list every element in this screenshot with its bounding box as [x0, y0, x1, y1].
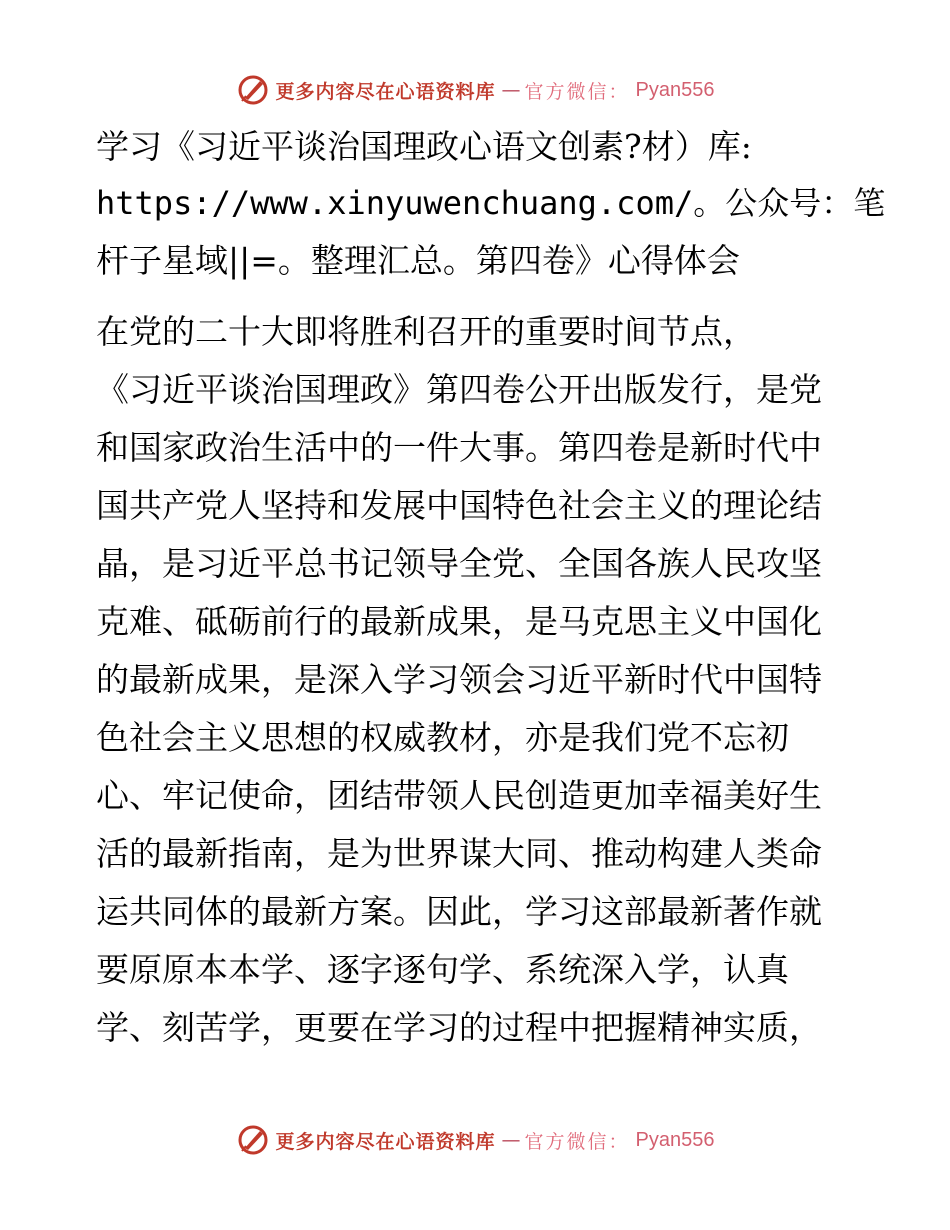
quill-logo-icon — [236, 1123, 270, 1157]
wechat-id: Pyan556 — [635, 1128, 715, 1151]
paragraph-line: 学、刻苦学，更要在学习的过程中把握精神实质， — [96, 1008, 822, 1047]
paragraph-line: 要原原本本学、逐字逐句学、系统深入学，认真 — [96, 950, 789, 989]
paragraph-line: 活的最新指南，是为世界谋大同、推动构建人类命 — [96, 834, 822, 873]
heading-line: https://www.xinyuwenchuang.com/。公众号：笔 — [96, 184, 886, 222]
paragraph-line: 克难、砥砺前行的最新成果，是马克思主义中国化 — [96, 602, 822, 641]
wechat-id: Pyan556 — [635, 78, 715, 101]
paragraph-line: 《习近平谈治国理政》第四卷公开出版发行，是党 — [96, 370, 822, 409]
body-paragraph — [96, 303, 856, 1057]
site-name: 更多内容尽在心语资料库 — [275, 80, 496, 103]
banner-separator: — — [501, 79, 519, 101]
paragraph-line: 在党的二十大即将胜利召开的重要时间节点， — [96, 312, 756, 351]
wechat-label: 官方微信： — [524, 80, 630, 103]
document-body — [96, 118, 886, 1057]
paragraph-line: 晶，是习近平总书记领导全党、全国各族人民攻坚 — [96, 544, 822, 583]
wechat-label: 官方微信： — [524, 1130, 630, 1153]
quill-logo-icon — [236, 73, 270, 107]
heading-line: 杆子星域||=。整理汇总。第四卷》心得体会 — [96, 241, 740, 280]
paragraph-line: 国共产党人坚持和发展中国特色社会主义的理论结 — [96, 486, 822, 525]
footer-banner — [0, 1120, 950, 1160]
paragraph-line: 色社会主义思想的权威教材，亦是我们党不忘初 — [96, 718, 789, 757]
heading-line: 学习《习近平谈治国理政心语文创素?材）库: — [96, 127, 752, 166]
paragraph-line: 心、牢记使命，团结带领人民创造更加幸福美好生 — [96, 776, 822, 815]
site-name: 更多内容尽在心语资料库 — [275, 1130, 496, 1153]
paragraph-line: 运共同体的最新方案。因此，学习这部最新著作就 — [96, 892, 822, 931]
banner-separator: — — [501, 1129, 519, 1151]
paragraph-line: 和国家政治生活中的一件大事。第四卷是新时代中 — [96, 428, 822, 467]
header-banner — [0, 70, 950, 110]
document-heading — [96, 118, 886, 289]
paragraph-line: 的最新成果，是深入学习领会习近平新时代中国特 — [96, 660, 822, 699]
